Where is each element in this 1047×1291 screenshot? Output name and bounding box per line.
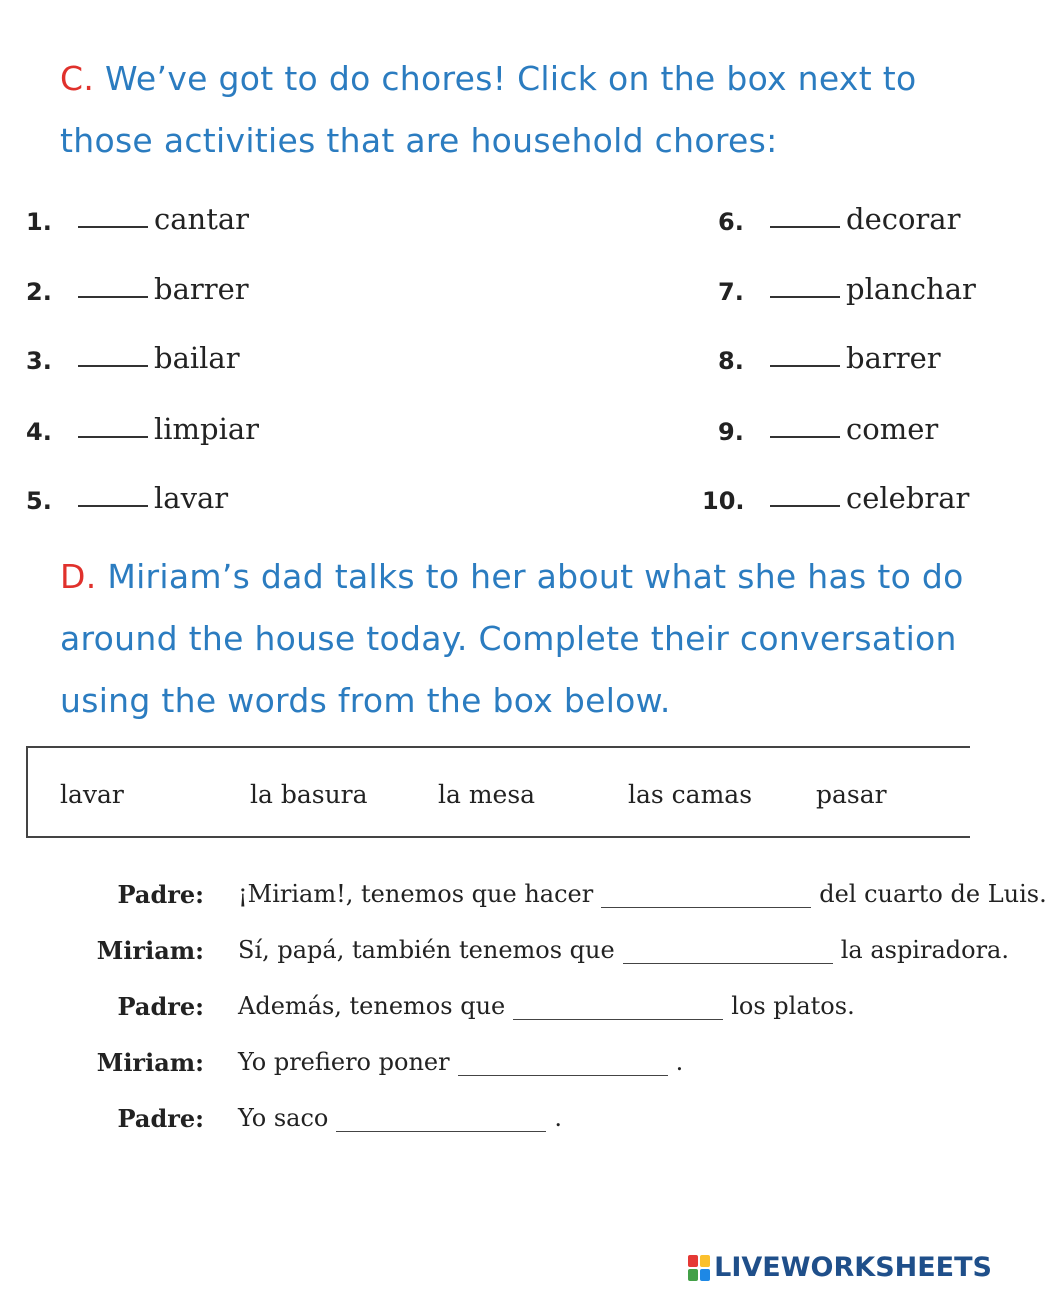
section-d-letter: D. — [60, 557, 97, 596]
item-word: decorar — [846, 202, 961, 236]
section-c-letter: C. — [60, 59, 95, 98]
dialogue-text — [238, 1104, 562, 1132]
answer-blank[interactable] — [78, 224, 148, 228]
dialogue-text — [238, 936, 1009, 964]
answer-blank[interactable] — [78, 434, 148, 438]
answer-blank[interactable] — [78, 363, 148, 367]
chore-item-3[interactable] — [26, 335, 240, 375]
dialogue-after: del cuarto de Luis. — [819, 880, 1047, 908]
answer-blank[interactable] — [78, 503, 148, 507]
dialogue-before: Sí, papá, también tenemos que — [238, 936, 615, 964]
dialogue-line — [0, 880, 1047, 914]
dialogue-after: los platos. — [731, 992, 855, 1020]
item-number: 8. — [718, 347, 744, 375]
item-number: 6. — [718, 208, 744, 236]
dialogue-line — [0, 936, 1009, 970]
chore-item-5[interactable] — [26, 475, 228, 515]
chore-item-7[interactable] — [718, 266, 976, 306]
dialogue-after: la aspiradora. — [840, 936, 1009, 964]
answer-blank[interactable] — [770, 224, 840, 228]
item-word: cantar — [154, 202, 250, 236]
dialogue-before: Yo prefiero poner — [238, 1048, 450, 1076]
item-word: barrer — [846, 341, 941, 375]
liveworksheets-logo — [688, 1252, 992, 1283]
item-word: comer — [846, 412, 939, 446]
item-number: 7. — [718, 278, 744, 306]
chore-item-2[interactable] — [26, 266, 249, 306]
item-word: planchar — [846, 272, 976, 306]
speaker-label: Padre: — [117, 992, 204, 1021]
section-c-instructions — [60, 48, 980, 172]
chore-item-1[interactable] — [26, 196, 249, 236]
item-number: 5. — [26, 487, 52, 515]
item-word: celebrar — [846, 481, 970, 515]
speaker-label: Padre: — [117, 1104, 204, 1133]
answer-blank[interactable] — [770, 363, 840, 367]
speaker-label: Miriam: — [96, 1048, 204, 1077]
dialogue-before: Además, tenemos que — [238, 992, 506, 1020]
dialogue-after: . — [675, 1048, 684, 1076]
chore-item-8[interactable] — [718, 335, 941, 375]
chore-item-10[interactable] — [702, 475, 969, 515]
chore-item-4[interactable] — [26, 406, 259, 446]
answer-fill[interactable] — [623, 941, 833, 964]
section-d-text: Miriam’s dad talks to her about what she has to do around the house today. Complete their conversation using the words from the box below. — [60, 557, 964, 720]
dialogue-text — [238, 992, 855, 1020]
word-bank-item: la basura — [250, 780, 368, 809]
answer-blank[interactable] — [78, 294, 148, 298]
section-c-text: We’ve got to do chores! Click on the box next to those activities that are household chores: — [60, 59, 917, 160]
answer-fill[interactable] — [513, 997, 723, 1020]
word-bank-item: las camas — [628, 780, 753, 809]
item-word: barrer — [154, 272, 249, 306]
answer-blank[interactable] — [770, 434, 840, 438]
answer-fill[interactable] — [458, 1053, 668, 1076]
speaker-label: Padre: — [117, 880, 204, 909]
word-bank-box — [26, 746, 970, 838]
word-bank-item: lavar — [60, 780, 124, 809]
word-bank-item: la mesa — [438, 780, 536, 809]
dialogue-text — [238, 880, 1047, 908]
item-word: lavar — [154, 481, 229, 515]
item-number: 2. — [26, 278, 52, 306]
dialogue-before: Yo saco — [238, 1104, 329, 1132]
item-number: 9. — [718, 418, 744, 446]
dialogue-text — [238, 1048, 683, 1076]
dialogue-line — [0, 1104, 1000, 1138]
word-bank-item: pasar — [816, 780, 887, 809]
dialogue-after: . — [554, 1104, 562, 1132]
answer-fill[interactable] — [336, 1109, 546, 1132]
item-number: 3. — [26, 347, 52, 375]
chore-item-6[interactable] — [718, 196, 960, 236]
liveworksheets-icon — [688, 1255, 710, 1281]
answer-fill[interactable] — [601, 885, 811, 908]
item-number: 4. — [26, 418, 52, 446]
item-word: limpiar — [154, 412, 260, 446]
brand-name: LIVEWORKSHEETS — [714, 1252, 992, 1283]
dialogue-line — [0, 992, 1000, 1026]
speaker-label: Miriam: — [96, 936, 204, 965]
section-d-instructions — [60, 546, 980, 732]
answer-blank[interactable] — [770, 503, 840, 507]
dialogue-before: ¡Miriam!, tenemos que hacer — [238, 880, 594, 908]
item-number: 10. — [702, 487, 745, 515]
chore-item-9[interactable] — [718, 406, 938, 446]
answer-blank[interactable] — [770, 294, 840, 298]
item-word: bailar — [154, 341, 240, 375]
item-number: 1. — [26, 208, 52, 236]
dialogue-line — [0, 1048, 1000, 1082]
